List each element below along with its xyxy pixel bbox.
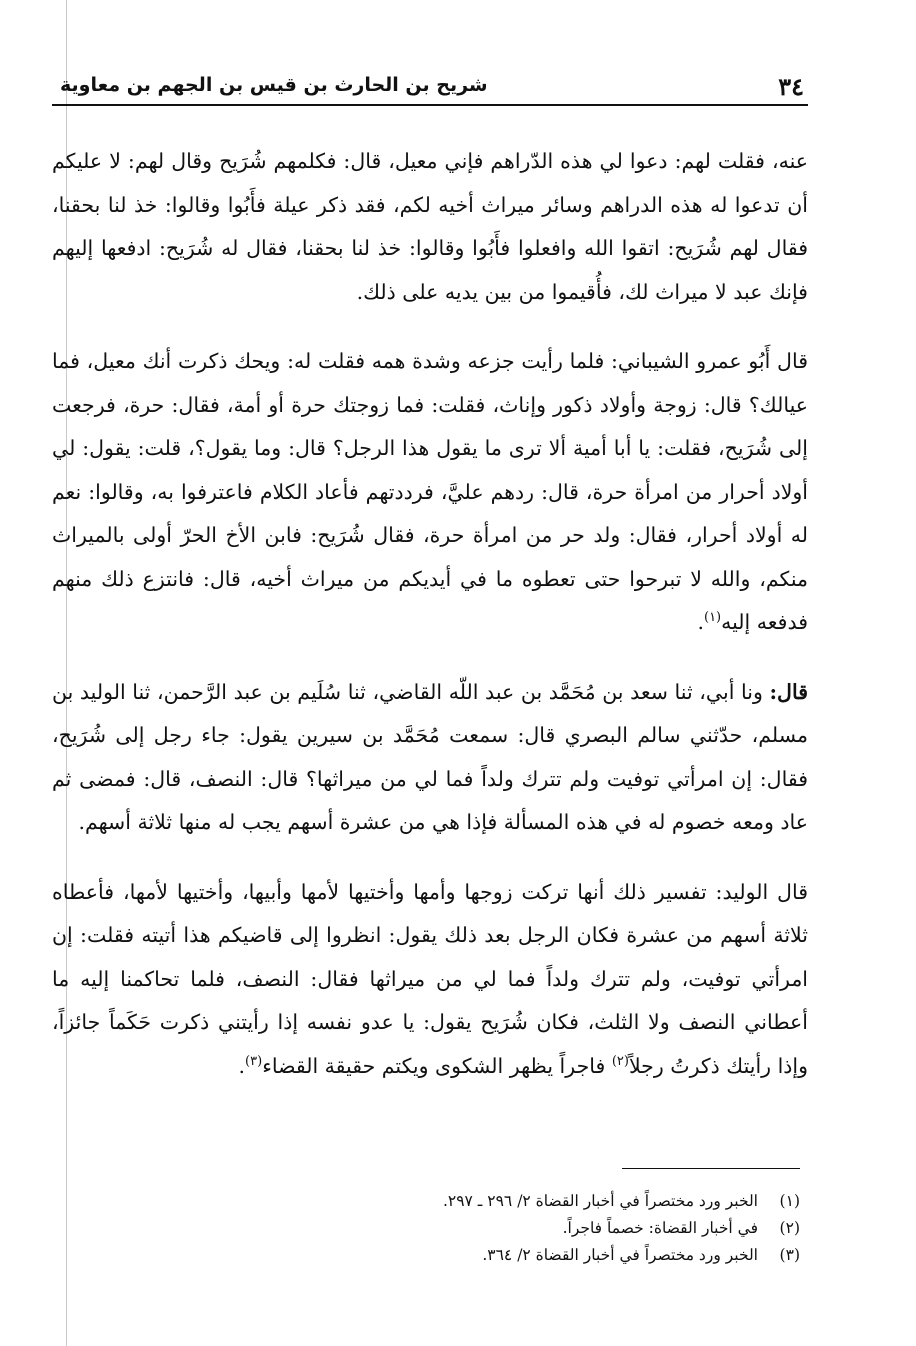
paragraph-1 [52, 140, 808, 314]
page-body [52, 140, 808, 1088]
footnote-separator [622, 1168, 800, 1169]
footnote-text: الخبر ورد مختصراً في أخبار القضاة ٢/ ٣٦٤. [482, 1246, 758, 1264]
paragraph-3 [52, 671, 808, 845]
book-page [52, 60, 808, 1320]
paragraph-lead: قال: [769, 679, 808, 704]
running-head-title: شريح بن الحارث بن قيس بن الجهم بن معاوية [60, 74, 488, 96]
footnote-3 [60, 1242, 800, 1269]
paragraph-4 [52, 871, 808, 1089]
footnote-2 [60, 1215, 800, 1242]
paragraph-text: قال الوليد: تفسير ذلك أنها تركت زوجها وأمها وأختيها لأمها وأبيها، وأختيها لأمها، فأعطاه ثلاثة أسهم من عشرة فكان الرجل بعد ذلك يقول: انظروا إلى قاضيكم هذا أتيته فقلت: إن امرأتي توفيت، ولم تترك ولداً فما لي من ميراثها فقال: النصف، فلما تحاكمنا إليه ما أعطاني النصف ولا الثلث، فكان شُرَيح يقول: يا عدو نفسه إذا رأيتني ذكرت حَكَماً جائزاً، وإذا رأيتك ذكرتُ رجلاً [52, 879, 808, 1078]
paragraph-end: . [238, 1053, 246, 1078]
paragraph-text: عنه، فقلت لهم: دعوا لي هذه الدّراهم فإني معيل، قال: فكلمهم شُرَيح وقال لهم: لا عليكم أن تدعوا له هذه الدراهم وسائر ميراث أخيه لكم، فقد ذكر عيلة فأَبُوا وقالوا: خذ لنا بحقنا، فقال لهم شُرَيح: اتقوا الله وافعلوا فأَبُوا وقالوا: خذ لنا بحقنا، فقال له شُرَيح: ادفعها إليهم فإنك عبد لا ميراث لك، فأُقيموا من بين يديه على ذلك. [52, 149, 808, 304]
footnote-number: (٢) [779, 1219, 800, 1237]
footnote-text: في أخبار القضاة: خصماً فاجراً. [562, 1219, 758, 1237]
footnote-number: (١) [779, 1192, 800, 1210]
paragraph-text: قال أَبُو عمرو الشيباني: فلما رأيت جزعه وشدة همه فقلت له: ويحك ذكرت أنك معيل، فما عيالك؟ قال: زوجة وأولاد ذكور وإناث، فقلت: فما زوجتك حرة أو أمة، فقال: حرة، فرجعت إلى شُرَيح، فقلت: يا أبا أمية ألا ترى ما يقول هذا الرجل؟ قال: وما يقول؟، قلت: يقول: لي أولاد أحرار من امرأة حرة، قال: ردهم عليَّ، فرددتهم فأعاد الكلام فاعترفوا به، وقالوا: نعم له أولاد أحرار، فقال: ولد حر من امرأة حرة، فقال شُرَيح: فابن الأخ الحرّ أولى بالميراث منكم، والله لا تبرحوا حتى تعطوه ما في أيديكم من ميراث أخيه، قال: فانتزع ذلك منهم فدفعه إليه [52, 349, 808, 634]
footnotes [60, 1188, 800, 1269]
footnote-ref-2: (٢) [611, 1053, 629, 1069]
paragraph-text: ونا أبي، ثنا سعد بن مُحَمَّد بن عبد اللّه القاضي، ثنا سُلَيم بن عبد الرَّحمن، ثنا الوليد بن مسلم، حدّثني سالم البصري قال: سمعت مُحَمَّد بن سيرين يقول: جاء رجل إلى شُرَيح، فقال: إن امرأتي توفيت ولم تترك ولداً فما لي من ميراثها؟ قال: النصف، قال: فمضى ثم عاد ومعه خصوم له في هذه المسألة فإذا هي من عشرة أسهم يجب له منها ثلاثة أسهم. [52, 679, 808, 834]
paragraph-2: قال أَبُو عمرو الشيباني: فلما رأيت جزعه وشدة همه فقلت له: ويحك ذكرت أنك معيل، فما عيالك؟ قال: زوجة وأولاد ذكور وإناث، فقلت: فما زوجتك حرة أو أمة، فقال: حرة، فرجعت إلى شُرَيح، فقلت: يا أبا أمية ألا ترى ما يقول هذا الرجل؟ قال: وما يقول؟، قلت: يقول: لي أولاد أحرار من امرأة حرة، قال: ردهم عليَّ، فرددتهم فأعاد الكلام فاعترفوا به، وقالوا: نعم له أولاد أحرار، فقال: ولد حر من امرأة حرة، فقال شُرَيح: فابن الأخ الحرّ أولى بالميراث منكم، والله لا تبرحوا حتى تعطوه ما في أيديكم من ميراث أخيه، قال: فانتزع ذلك منهم فدفعه إليه$^{(١)}$. [52, 349, 808, 634]
footnote-1 [60, 1188, 800, 1215]
running-head [52, 60, 808, 106]
footnote-ref-3: (٣) [245, 1053, 263, 1069]
footnote-number: (٣) [779, 1246, 800, 1264]
page-number: ٣٤ [778, 72, 804, 101]
paragraph-text-tail: فاجراً يظهر الشكوى ويكتم حقيقة القضاء [262, 1053, 612, 1078]
footnote-text: الخبر ورد مختصراً في أخبار القضاة ٢/ ٢٩٦ ـ ٢٩٧. [442, 1192, 758, 1210]
footnote-ref-1: (١) [703, 610, 722, 626]
